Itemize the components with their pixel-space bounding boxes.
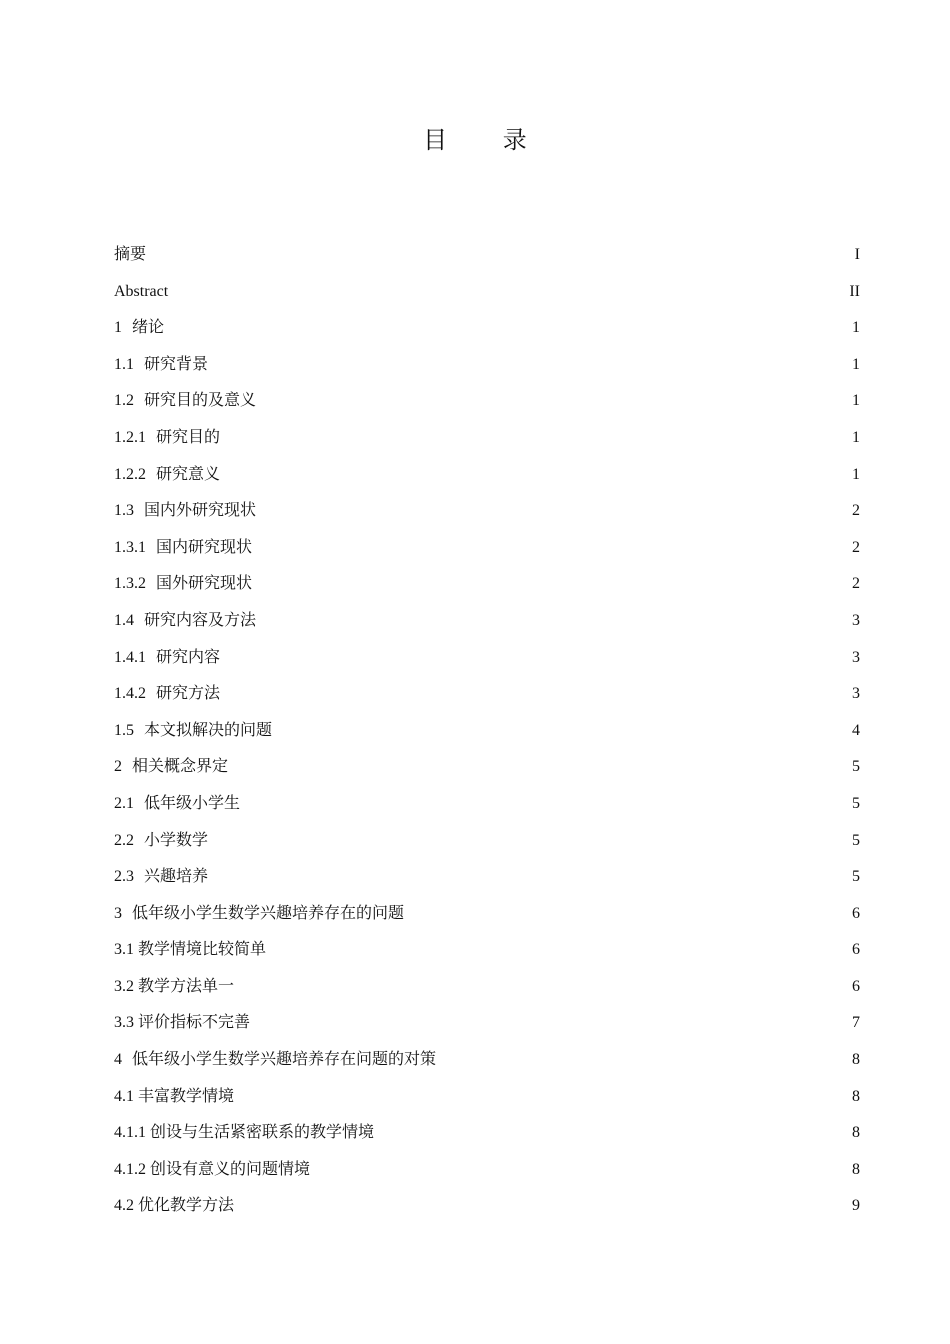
toc-entry-text: Abstract [114, 282, 169, 300]
toc-entry-label [114, 383, 256, 420]
toc-page-number: 1 [852, 392, 860, 410]
toc-entry[interactable] [114, 896, 860, 933]
toc-entry-number: 1.3.2 [114, 575, 146, 593]
toc-page-number: 8 [852, 1087, 860, 1105]
toc-entry-text: 国内外研究现状 [144, 502, 257, 520]
toc-entry-number: 1 [114, 319, 122, 337]
toc-dot-leader [230, 770, 850, 771]
toc-entry-text: 研究方法 [156, 685, 221, 703]
toc-page-number: 9 [852, 1197, 860, 1215]
toc-page-number: I [854, 246, 860, 263]
toc-dot-leader [170, 295, 847, 296]
toc-entry[interactable] [114, 347, 860, 384]
toc-entry-label [114, 932, 266, 969]
toc-page-number: 5 [852, 794, 860, 812]
toc-entry-label [114, 676, 220, 713]
toc-page-number: 7 [852, 1014, 860, 1032]
toc-entry-number: 2.2 [114, 831, 134, 849]
toc-entry[interactable] [114, 420, 860, 457]
table-of-contents [114, 237, 860, 1225]
toc-entry-number: 2.1 [114, 794, 134, 812]
toc-dot-leader [222, 697, 850, 698]
toc-page-number: 5 [852, 831, 860, 849]
toc-entry-text: 相关概念界定 [132, 758, 229, 776]
toc-entry-text: 研究背景 [144, 355, 209, 373]
toc-page-number: 3 [852, 648, 860, 666]
toc-entry[interactable] [114, 969, 860, 1006]
toc-entry[interactable] [114, 676, 860, 713]
toc-entry-number: 2 [114, 758, 122, 776]
toc-entry[interactable] [114, 1042, 860, 1079]
toc-page-number: 3 [852, 685, 860, 703]
toc-entry-label [114, 1115, 374, 1152]
toc-entry-label [114, 713, 272, 750]
toc-entry-number: 1.2.2 [114, 465, 146, 483]
toc-entry-text: 创设有意义的问题情境 [150, 1160, 311, 1178]
toc-dot-leader [210, 844, 850, 845]
toc-dot-leader [254, 551, 850, 552]
toc-dot-leader [258, 514, 850, 515]
toc-entry-label [114, 1188, 234, 1225]
toc-entry-label [114, 1152, 310, 1189]
toc-entry[interactable] [114, 493, 860, 530]
toc-entry-number: 1.5 [114, 721, 134, 739]
toc-entry[interactable] [114, 640, 860, 677]
toc-dot-leader [406, 917, 850, 918]
toc-entry-text: 低年级小学生数学兴趣培养存在的问题 [132, 904, 405, 922]
toc-entry-label [114, 237, 146, 274]
toc-entry-text: 研究目的及意义 [144, 392, 257, 410]
toc-dot-leader [312, 1173, 850, 1174]
toc-entry-label [114, 823, 208, 860]
toc-entry[interactable] [114, 457, 860, 494]
toc-entry-label [114, 493, 256, 530]
toc-entry-text: 优化教学方法 [138, 1197, 235, 1215]
toc-entry[interactable] [114, 274, 860, 311]
toc-dot-leader [222, 478, 850, 479]
toc-dot-leader [210, 880, 850, 881]
toc-dot-leader [166, 331, 850, 332]
toc-entry-label [114, 749, 228, 786]
toc-entry[interactable] [114, 713, 860, 750]
toc-entry-number: 3.1 [114, 941, 134, 959]
toc-entry[interactable] [114, 786, 860, 823]
toc-entry-text: 丰富教学情境 [138, 1087, 235, 1105]
toc-entry-text: 低年级小学生 [144, 794, 241, 812]
toc-entry-text: 教学情境比较简单 [138, 941, 267, 959]
toc-page-number: 5 [852, 868, 860, 886]
toc-entry-number: 3 [114, 904, 122, 922]
toc-entry-number: 3.3 [114, 1014, 134, 1032]
toc-page-number: 6 [852, 904, 860, 922]
toc-page-number: 6 [852, 941, 860, 959]
toc-dot-leader [236, 1100, 850, 1101]
toc-entry-label [114, 896, 404, 933]
toc-page-number: II [849, 282, 860, 300]
toc-entry-number: 1.2 [114, 392, 134, 410]
toc-entry-text: 绪论 [132, 319, 165, 337]
toc-page-number: 2 [852, 502, 860, 520]
toc-entry-label [114, 859, 208, 896]
toc-entry-number: 4.1.1 [114, 1124, 146, 1142]
toc-dot-leader [438, 1063, 850, 1064]
toc-page-number: 1 [852, 465, 860, 483]
toc-dot-leader [258, 624, 850, 625]
toc-entry-text: 教学方法单一 [138, 977, 235, 995]
toc-entry-label [114, 347, 208, 384]
toc-entry[interactable] [114, 1152, 860, 1189]
toc-dot-leader [222, 441, 850, 442]
toc-entry-label [114, 969, 234, 1006]
toc-entry-label [114, 786, 240, 823]
toc-entry[interactable] [114, 1079, 860, 1116]
toc-entry[interactable] [114, 1188, 860, 1225]
toc-page-number: 2 [852, 538, 860, 556]
toc-entry-number: 1.3.1 [114, 538, 146, 556]
toc-entry-label [114, 640, 220, 677]
toc-entry-text: 兴趣培养 [144, 868, 209, 886]
toc-entry-label [114, 457, 220, 494]
toc-entry-label [114, 310, 164, 347]
toc-entry[interactable] [114, 530, 860, 567]
toc-entry-number: 1.2.1 [114, 428, 146, 446]
toc-entry-text: 研究内容及方法 [144, 611, 257, 629]
toc-entry-number: 2.3 [114, 868, 134, 886]
toc-page-number: 6 [852, 977, 860, 995]
toc-page-number: 8 [852, 1160, 860, 1178]
toc-entry-label [114, 603, 256, 640]
toc-entry-label [114, 530, 252, 567]
toc-page-number: 5 [852, 758, 860, 776]
toc-page-number: 2 [852, 575, 860, 593]
toc-entry[interactable] [114, 749, 860, 786]
toc-dot-leader [258, 404, 850, 405]
toc-entry-number: 1.4.2 [114, 685, 146, 703]
toc-entry-text: 国内研究现状 [156, 538, 253, 556]
toc-entry-text: 评价指标不完善 [138, 1014, 251, 1032]
toc-entry-text: 低年级小学生数学兴趣培养存在问题的对策 [132, 1051, 437, 1069]
toc-page-number: 8 [852, 1124, 860, 1142]
toc-entry-text: 小学数学 [144, 831, 209, 849]
toc-entry-number: 4.2 [114, 1197, 134, 1215]
toc-entry-number: 4.1 [114, 1087, 134, 1105]
toc-dot-leader [274, 734, 850, 735]
toc-entry-text: 创设与生活紧密联系的教学情境 [150, 1124, 375, 1142]
toc-page-number: 1 [852, 355, 860, 373]
toc-dot-leader [376, 1136, 850, 1137]
toc-page-number: 3 [852, 611, 860, 629]
toc-entry[interactable] [114, 932, 860, 969]
toc-page-number: 4 [852, 721, 860, 739]
toc-entry-text: 国外研究现状 [156, 575, 253, 593]
toc-dot-leader [210, 368, 850, 369]
toc-entry-label [114, 566, 252, 603]
toc-entry[interactable] [114, 603, 860, 640]
toc-entry-text: 本文拟解决的问题 [144, 721, 273, 739]
toc-entry[interactable] [114, 566, 860, 603]
toc-entry-label [114, 274, 168, 311]
toc-page-number: 8 [852, 1051, 860, 1069]
toc-entry[interactable] [114, 1115, 860, 1152]
toc-entry[interactable] [114, 383, 860, 420]
toc-entry-label [114, 1042, 436, 1079]
toc-entry-number: 4.1.2 [114, 1160, 146, 1178]
toc-entry[interactable] [114, 859, 860, 896]
toc-entry-number: 4 [114, 1051, 122, 1069]
toc-dot-leader [236, 1209, 850, 1210]
toc-entry-number: 1.4.1 [114, 648, 146, 666]
toc-entry-number: 1.1 [114, 355, 134, 373]
toc-entry-text: 摘要 [114, 246, 147, 263]
toc-dot-leader [148, 258, 853, 259]
toc-entry-number: 1.3 [114, 502, 134, 520]
toc-dot-leader [268, 953, 850, 954]
toc-entry-label [114, 1079, 234, 1116]
page-title: 目 录 [423, 126, 551, 154]
toc-page-number: 1 [852, 428, 860, 446]
toc-entry[interactable] [114, 237, 860, 274]
toc-dot-leader [236, 990, 850, 991]
toc-entry-text: 研究内容 [156, 648, 221, 666]
toc-entry[interactable] [114, 310, 860, 347]
toc-entry-number: 3.2 [114, 977, 134, 995]
toc-entry[interactable] [114, 1005, 860, 1042]
toc-entry-text: 研究意义 [156, 465, 221, 483]
toc-entry-number: 1.4 [114, 611, 134, 629]
toc-entry-text: 研究目的 [156, 428, 221, 446]
toc-dot-leader [252, 1026, 850, 1027]
toc-entry[interactable] [114, 823, 860, 860]
toc-entry-label [114, 420, 220, 457]
toc-dot-leader [242, 807, 850, 808]
toc-dot-leader [254, 587, 850, 588]
toc-dot-leader [222, 661, 850, 662]
toc-page-number: 1 [852, 319, 860, 337]
toc-entry-label [114, 1005, 250, 1042]
